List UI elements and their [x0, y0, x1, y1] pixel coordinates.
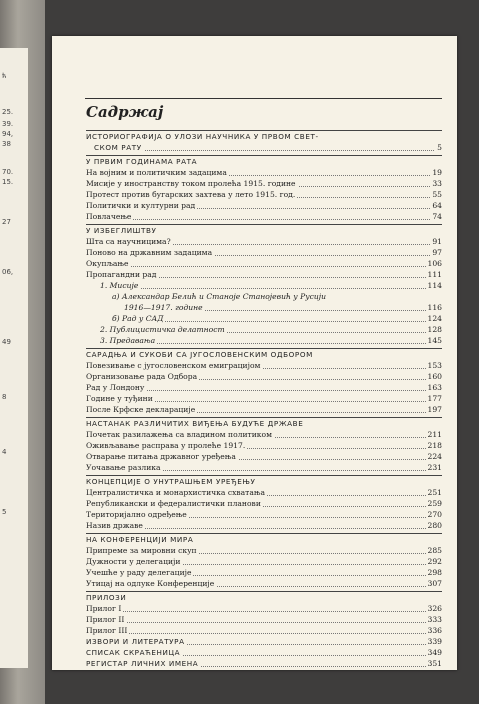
toc-entry [86, 520, 442, 531]
toc-entry-title: Прилог I [86, 604, 122, 613]
toc-entry [86, 313, 442, 324]
top-rule [85, 98, 442, 99]
dot-leader [90, 633, 442, 634]
toc-section-heading [86, 475, 442, 487]
left-page-text-fragment: 94, [2, 130, 14, 138]
toc-page-number: 91 [432, 237, 442, 246]
left-page-text-fragment: 27 [2, 218, 11, 226]
left-page-text-fragment: ћ [2, 72, 7, 80]
toc-entry [86, 269, 442, 280]
toc-entry-title: САРАДЊА И СУКОБИ СА ЈУГОСЛОВЕНСКИМ ОДБОРОМ [86, 350, 313, 359]
toc-entry-title: Територијално одређење [86, 510, 187, 519]
toc-entry-title: а) Александар Белић и Станоје Станојевић у Русији [112, 292, 326, 301]
toc-entry-title: РЕГИСТАР ЛИЧНИХ ИМЕНА [86, 659, 199, 668]
toc-page-number: 97 [432, 248, 442, 257]
toc-entry-title: Централистичка и монархистичка схватања [86, 488, 265, 497]
toc-entry-title: На војним и политичким задацима [86, 168, 227, 177]
toc-entry-title: Повезивање с југословенском емиграцијом [86, 361, 261, 370]
toc-page-number: 211 [427, 430, 442, 439]
toc-entry-title: ИЗВОРИ И ЛИТЕРАТУРА [86, 637, 185, 646]
toc-entry [86, 371, 442, 382]
toc-entry [86, 578, 442, 589]
toc-entry [86, 167, 442, 178]
toc-page-number: 259 [427, 499, 442, 508]
toc-section-heading [86, 348, 442, 360]
toc-entry-title: 1916—1917. године [124, 303, 203, 312]
toc-entry [86, 291, 442, 302]
toc-section-heading [86, 417, 442, 429]
toc-page-number: 124 [427, 314, 442, 323]
toc-section-heading [86, 647, 442, 658]
toc-page-number: 280 [427, 521, 442, 530]
left-page-text-fragment: 4 [2, 448, 7, 456]
toc-entry [86, 178, 442, 189]
toc-entry-title: Прилог II [86, 615, 125, 624]
toc-entry [86, 440, 442, 451]
toc-page-number: 270 [427, 510, 442, 519]
left-page-text-fragment: 06, [2, 268, 14, 276]
toc-page-number: 218 [427, 441, 442, 450]
dot-leader [90, 622, 442, 623]
left-page-text-fragment: 25. [2, 108, 14, 116]
toc-page-number: 336 [427, 626, 442, 635]
toc-entry [86, 487, 442, 498]
left-page-text-fragment: 49 [2, 338, 11, 346]
table-of-contents [86, 128, 442, 669]
toc-entry [86, 556, 442, 567]
toc-section-heading [86, 155, 442, 167]
toc-section-heading [86, 130, 442, 142]
toc-page-number: 145 [427, 336, 442, 345]
toc-entry [86, 335, 442, 346]
toc-entry-title: Шта са научницима? [86, 237, 171, 246]
toc-entry-title: Оживљавање расправа у пролеће 1917. [86, 441, 246, 450]
toc-entry-title: Учешће у раду делегације [86, 568, 192, 577]
dot-leader [90, 219, 442, 220]
toc-entry-title: Политички и културни рад [86, 201, 196, 210]
toc-section-heading [86, 636, 442, 647]
toc-entry [86, 545, 442, 556]
toc-page-number: 64 [432, 201, 442, 210]
left-page-text-fragment: 15. [2, 178, 14, 186]
toc-entry-title: У ПРВИМ ГОДИНАМА РАТА [86, 157, 198, 166]
toc-entry-title: Уочавање разлика [86, 463, 161, 472]
toc-page-number: 111 [427, 270, 442, 279]
dot-leader [90, 266, 442, 267]
toc-entry-title: Мисије у иностранству током пролећа 1915. године [86, 179, 296, 188]
toc-entry-title: Године у туђини [86, 394, 153, 403]
toc-page-number: 160 [427, 372, 442, 381]
toc-entry-title: Пропагандни рад [86, 270, 157, 279]
toc-entry-title: СПИСАК СКРАЋЕНИЦА [86, 648, 181, 657]
toc-entry [86, 509, 442, 520]
toc-page-number: 333 [427, 615, 442, 624]
toc-entry [86, 302, 442, 313]
toc-page-number: 128 [427, 325, 442, 334]
toc-section-heading [86, 591, 442, 603]
toc-entry [86, 429, 442, 440]
toc-entry [86, 404, 442, 415]
toc-entry [86, 462, 442, 473]
toc-entry-title: Отварање питања државног уређења [86, 452, 236, 461]
left-page-text-fragment: 39. [2, 120, 14, 128]
toc-page-number: 5 [437, 143, 442, 152]
toc-entry-title: Назив државе [86, 521, 143, 530]
toc-entry-title: Дужности у делегацији [86, 557, 181, 566]
toc-entry-title: ПРИЛОЗИ [86, 593, 127, 602]
toc-page-number: 292 [427, 557, 442, 566]
dot-leader [98, 150, 442, 151]
toc-entry [86, 567, 442, 578]
toc-entry [86, 382, 442, 393]
toc-entry-title: После Крфске декларације [86, 405, 196, 414]
toc-entry-title: Протест против бугарских захтева у лето 1915. год. [86, 190, 296, 199]
toc-page-number: 177 [427, 394, 442, 403]
toc-page-number: 19 [432, 168, 442, 177]
toc-page-number: 285 [427, 546, 442, 555]
toc-entry [86, 280, 442, 291]
toc-entry-title: ИСТОРИОГРАФИЈА О УЛОЗИ НАУЧНИКА У ПРВОМ СВЕТ- [86, 132, 319, 141]
toc-entry-title: НА КОНФЕРЕНЦИЈИ МИРА [86, 535, 194, 544]
toc-page-number: 351 [427, 659, 442, 668]
toc-entry [86, 360, 442, 371]
toc-section-heading [86, 142, 442, 153]
toc-entry-title: Почетак разилажења са владином политиком [86, 430, 273, 439]
toc-entry [86, 614, 442, 625]
toc-entry-title: Рад у Лондону [86, 383, 145, 392]
toc-entry-title: Републикански и федералистички планови [86, 499, 261, 508]
left-page-text-fragment: 38 [2, 140, 11, 148]
toc-page-number: 224 [427, 452, 442, 461]
toc-entry [86, 498, 442, 509]
toc-entry-title: Поново на државним задацима [86, 248, 213, 257]
toc-entry [86, 247, 442, 258]
toc-entry [86, 189, 442, 200]
toc-page-number: 163 [427, 383, 442, 392]
toc-section-heading [86, 658, 442, 669]
toc-entry-title: Прилог III [86, 626, 128, 635]
toc-page-number: 106 [427, 259, 442, 268]
toc-page-number: 307 [427, 579, 442, 588]
toc-entry [86, 451, 442, 462]
toc-entry [86, 258, 442, 269]
left-page-text-fragment: 8 [2, 393, 7, 401]
toc-page-number: 251 [427, 488, 442, 497]
toc-page-number: 326 [427, 604, 442, 613]
toc-entry-title: Повлачење [86, 212, 132, 221]
contents-page [52, 36, 457, 670]
toc-entry-title: Припреме за мировни скуп [86, 546, 197, 555]
toc-page-number: 33 [432, 179, 442, 188]
page-title: Садржај [86, 103, 164, 121]
toc-entry-title: КОНЦЕПЦИЈЕ О УНУТРАШЊЕМ УРЕЂЕЊУ [86, 477, 256, 486]
toc-entry-title: 2. Публицистичка делатност [100, 325, 225, 334]
toc-page-number: 114 [427, 281, 442, 290]
toc-page-number: 55 [432, 190, 442, 199]
toc-section-heading [86, 533, 442, 545]
toc-page-number: 349 [427, 648, 442, 657]
toc-entry [86, 393, 442, 404]
toc-entry-title: Окупљање [86, 259, 129, 268]
toc-entry [86, 324, 442, 335]
toc-page-number: 231 [427, 463, 442, 472]
toc-entry-title: Организовање рада Одбора [86, 372, 198, 381]
toc-page-number: 153 [427, 361, 442, 370]
toc-entry [86, 236, 442, 247]
toc-entry-title: 3. Предавања [100, 336, 156, 345]
left-page-edge [0, 48, 28, 668]
left-page-text-fragment: 70. [2, 168, 14, 176]
toc-page-number: 298 [427, 568, 442, 577]
toc-entry [86, 625, 442, 636]
left-page-text-fragment: 5 [2, 508, 7, 516]
toc-entry-title: Утицај на одлуке Конференције [86, 579, 215, 588]
toc-entry [86, 200, 442, 211]
toc-entry-title: НАСТАНАК РАЗЛИЧИТИХ ВИЂЕЊА БУДУЋЕ ДРЖАВЕ [86, 419, 304, 428]
dot-leader [90, 611, 442, 612]
toc-page-number: 339 [427, 637, 442, 646]
toc-page-number: 74 [432, 212, 442, 221]
toc-entry [86, 211, 442, 222]
toc-entry-title: б) Рад у САД [112, 314, 164, 323]
toc-entry-title: 1. Мисије [100, 281, 139, 290]
toc-entry-title: СКОМ РАТУ [94, 143, 142, 152]
toc-entry-title: У ИЗБЕГЛИШТВУ [86, 226, 157, 235]
toc-page-number: 197 [427, 405, 442, 414]
toc-page-number: 116 [427, 303, 442, 312]
toc-section-heading [86, 224, 442, 236]
toc-entry [86, 603, 442, 614]
dot-leader [104, 288, 442, 289]
